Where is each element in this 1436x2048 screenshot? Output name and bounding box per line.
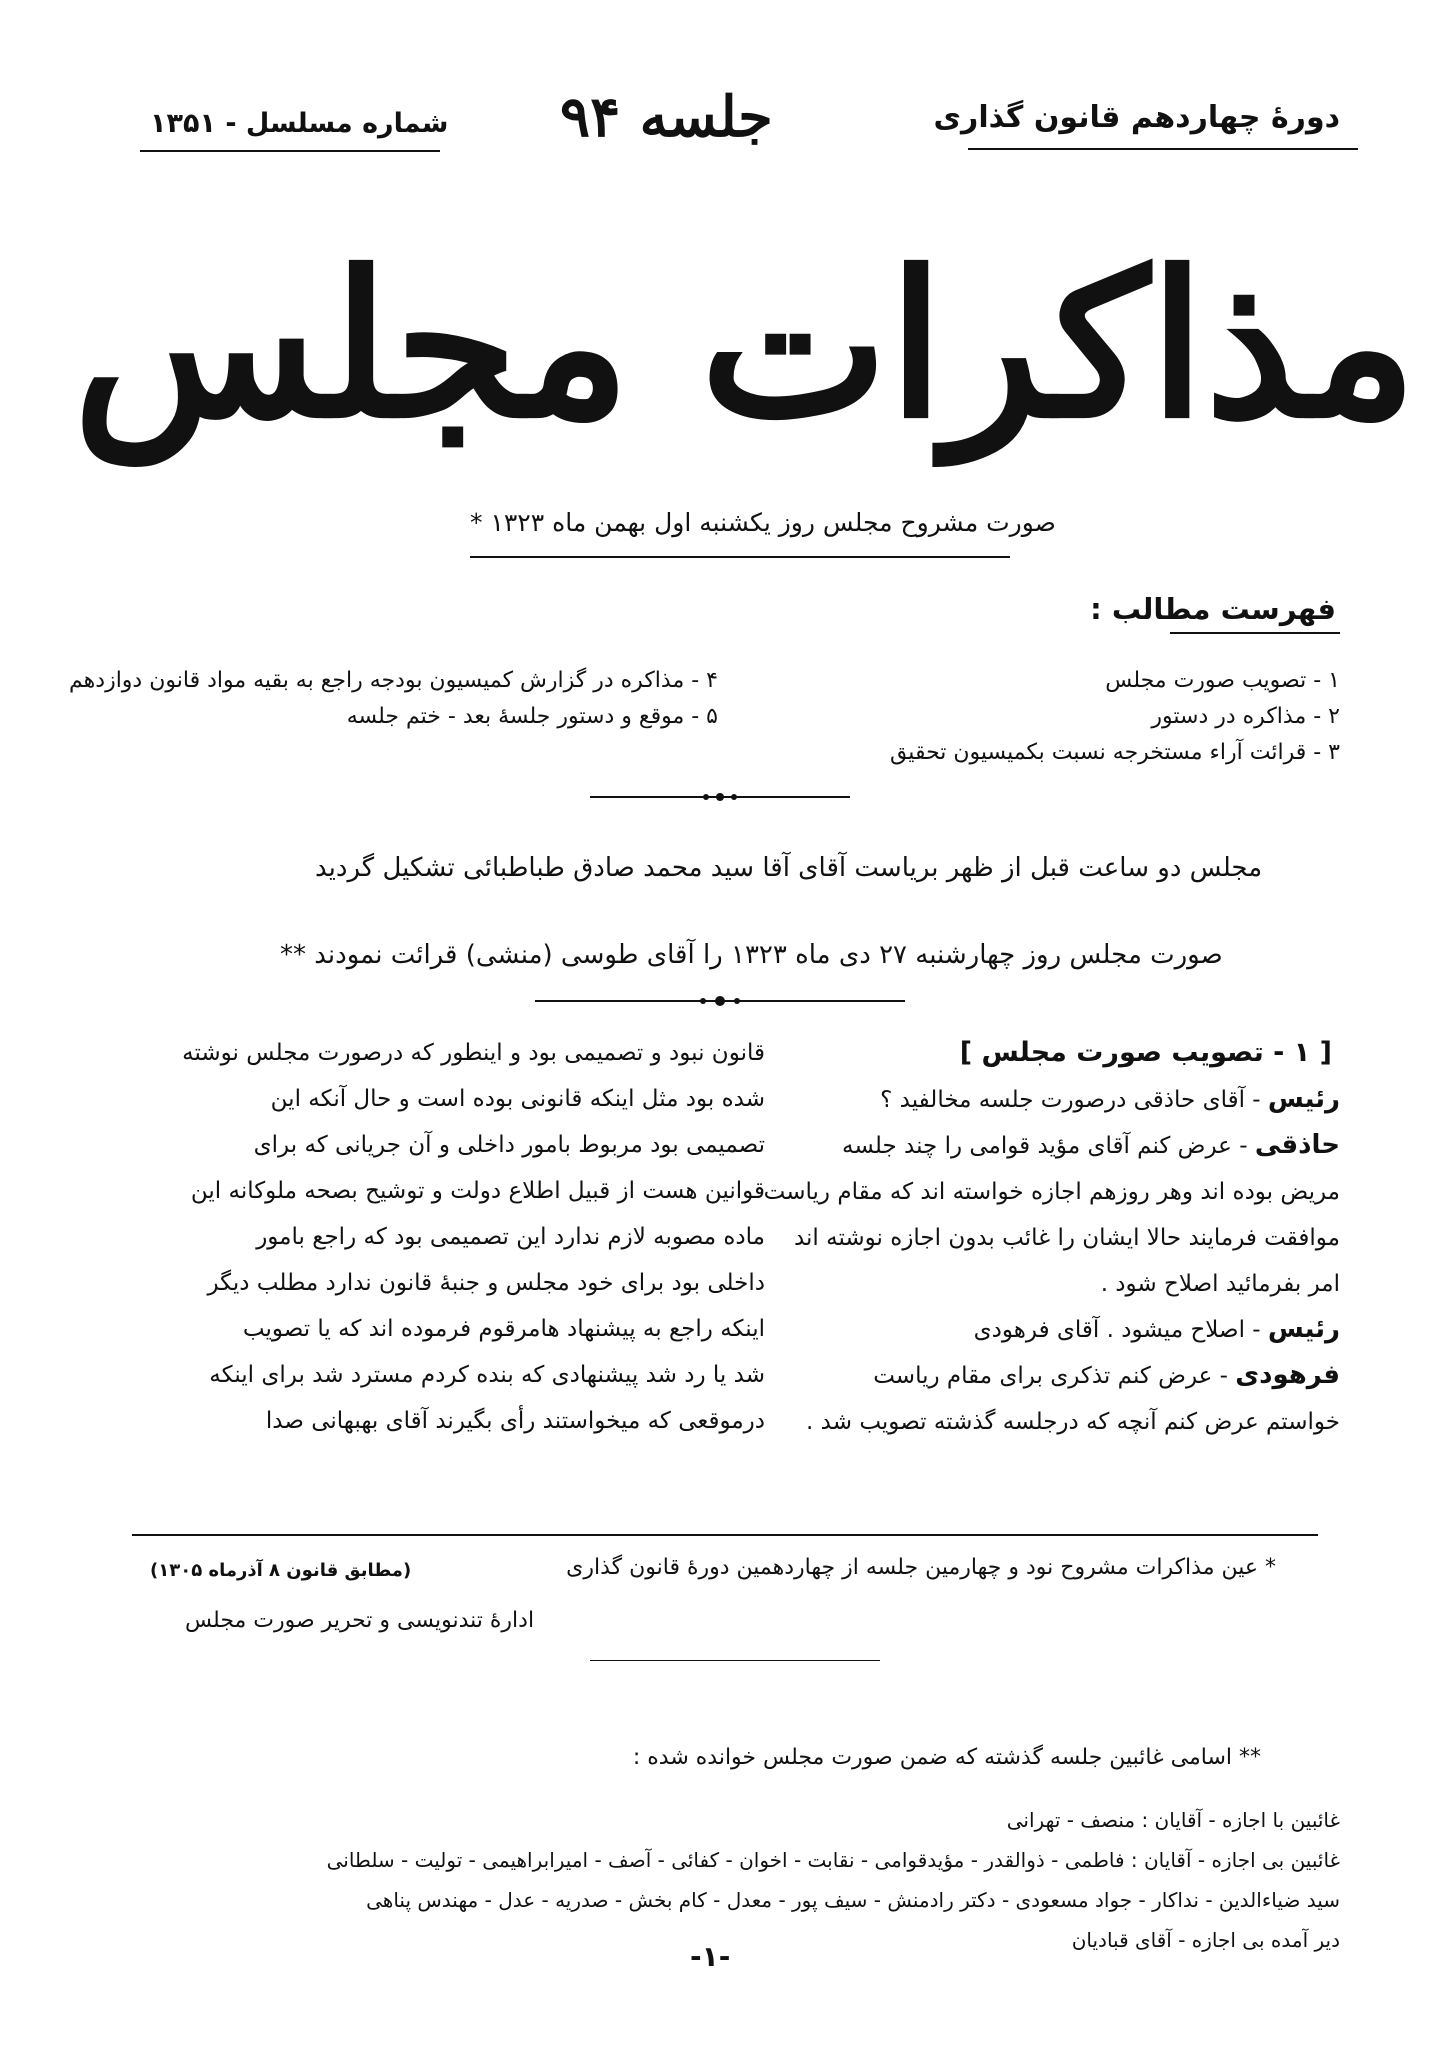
- masthead-calligraphy: [72, 190, 1418, 510]
- minutes-reading-line: صورت مجلس روز چهارشنبه ۲۷ دی ماه ۱۳۲۳ را آقای طوسی (منشی) قرائت نمودند **: [280, 940, 1223, 970]
- masthead: [72, 190, 1418, 510]
- serial-underline: [140, 150, 440, 152]
- speech-text: - اصلاح میشود . آقای فرهودی: [973, 1317, 1268, 1343]
- text-line: شد یا رد شد پیشنهادی که بنده کردم مسترد شد برای اینکه: [209, 1362, 765, 1388]
- toc-item-2: ۲ - مذاکره در دستور: [1151, 704, 1340, 729]
- absentees-line: سید ضیاءالدین - نداکار - جواد مسعودی - دکتر رادمنش - سیف پور - معدل - کام بخش - صدریه - عدل - مهندس پناهی: [366, 1888, 1340, 1912]
- text-line: قوانین هست از قبیل اطلاع دولت و توشیح بصحه ملوکانه این: [190, 1178, 765, 1204]
- text-line: شده بود مثل اینکه قانونی بوده است و حال آنکه این: [270, 1086, 765, 1112]
- absentees-line: غائبین با اجازه - آقایان : منصف - تهرانی: [1006, 1808, 1340, 1832]
- text-line: قانون نبود و تصمیمی بود و اینطور که درصورت مجلس نوشته: [182, 1040, 765, 1066]
- ornament-divider: [590, 790, 850, 804]
- ornament-divider: [535, 994, 905, 1008]
- footnote-law-reference: (مطابق قانون ۸ آذرماه ۱۳۰۵): [150, 1560, 412, 1581]
- toc-title-underline: [1170, 632, 1340, 634]
- speech-text: امر بفرمائید اصلاح شود .: [1100, 1271, 1340, 1297]
- section-title: [ ۱ - تصویب صورت مجلس ]: [959, 1037, 1332, 1068]
- footnote-separator: [132, 1534, 1318, 1536]
- text-line: داخلی بود برای خود مجلس و جنبهٔ قانون ندارد مطلب دیگر: [207, 1270, 765, 1296]
- speech-text: - آقای حاذقی درصورت جلسه مخالفید ؟: [880, 1087, 1268, 1113]
- speaker-name: رئیس: [1267, 1084, 1340, 1114]
- session-number: جلسه ۹۴: [560, 84, 773, 150]
- page-number: -۱-: [690, 1940, 731, 1973]
- toc-item-5: ۵ - موقع و دستور جلسهٔ بعد - ختم جلسه: [346, 704, 718, 729]
- speaker-name: حاذقی: [1254, 1130, 1340, 1160]
- toc-item-1: ۱ - تصویب صورت مجلس: [1105, 668, 1340, 693]
- speaker-name: فرهودی: [1235, 1360, 1340, 1390]
- speech-text: مریض بوده اند وهر روزهم اجازه خواسته اند که مقام ریاست: [763, 1179, 1340, 1205]
- speech-line: [740, 1306, 1340, 1352]
- serial-number: شماره مسلسل - ۱۳۵۱: [150, 108, 449, 139]
- absentees-line: دیر آمده بی اجازه - آقای قبادیان: [1071, 1928, 1340, 1952]
- speech-text: خواستم عرض کنم آنچه که درجلسه گذشته تصویب شد .: [806, 1409, 1340, 1435]
- legislative-term: دورهٔ چهاردهم قانون گذاری: [933, 100, 1340, 135]
- absentees-list: [140, 1800, 1340, 1960]
- masthead-title: مذاکرات مجلس: [72, 228, 1418, 463]
- footnote-office: ادارهٔ تندنویسی و تحریر صورت مجلس: [185, 1608, 535, 1633]
- speech-line: [740, 1122, 1340, 1168]
- speech-text: - عرض کنم آقای مؤید قوامی را چند جلسه: [842, 1133, 1255, 1159]
- text-line: درموقعی که میخواستند رأی بگیرند آقای بهبهانی صدا: [265, 1408, 765, 1434]
- footnote-absentees-title: ** اسامی غائبین جلسه گذشته که ضمن صورت مجلس خوانده شده :: [632, 1745, 1261, 1770]
- speech-line: [740, 1398, 1340, 1444]
- footnote-divider: [590, 1660, 880, 1661]
- speaker-name: رئیس: [1267, 1314, 1340, 1344]
- footnote-original-text: * عین مذاکرات مشروح نود و چهارمین جلسه از چهاردهمین دورهٔ قانون گذاری: [566, 1555, 1276, 1580]
- toc-item-3: ۳ - قرائت آراء مستخرجه نسبت بکمیسیون تحقیق: [889, 740, 1340, 765]
- speech-text: - عرض کنم تذکری برای مقام ریاست: [873, 1363, 1236, 1389]
- toc-title: فهرست مطالب :: [1090, 592, 1336, 626]
- speech-line: [740, 1214, 1340, 1260]
- term-underline: [968, 148, 1358, 150]
- speech-line: [740, 1352, 1340, 1398]
- speech-line: [740, 1168, 1340, 1214]
- text-line: ماده مصوبه لازم ندارد این تصمیمی بود که راجع بامور: [256, 1224, 765, 1250]
- text-line: تصمیمی بود مربوط بامور داخلی و آن جریانی که برای: [253, 1132, 765, 1158]
- speech-text: موافقت فرمایند حالا ایشان را غائب بدون اجازه نوشته اند: [793, 1225, 1340, 1251]
- absentees-line: غائبین بی اجازه - آقایان : فاطمی - ذوالقدر - مؤیدقوامی - نقابت - اخوان - کفائی - آصف - امیرابراهیمی - تولیت - سلطانی: [326, 1848, 1340, 1872]
- speech-line: [740, 1076, 1340, 1122]
- text-line: اینکه راجع به پیشنهاد هامرقوم فرموده اند که یا تصویب: [242, 1316, 765, 1342]
- text-column-left: [140, 1030, 765, 1444]
- toc-item-4: ۴ - مذاکره در گزارش کمیسیون بودجه راجع به بقیه مواد قانون دوازدهم: [69, 668, 718, 693]
- speech-line: [740, 1260, 1340, 1306]
- session-date-line: صورت مشروح مجلس روز یکشنبه اول بهمن ماه ۱۳۲۳ *: [470, 508, 1056, 537]
- subtitle-underline: [470, 556, 1010, 558]
- text-column-right: [740, 1030, 1340, 1444]
- chair-line: مجلس دو ساعت قبل از ظهر بریاست آقای آقا سید محمد صادق طباطبائی تشکیل گردید: [315, 853, 1263, 883]
